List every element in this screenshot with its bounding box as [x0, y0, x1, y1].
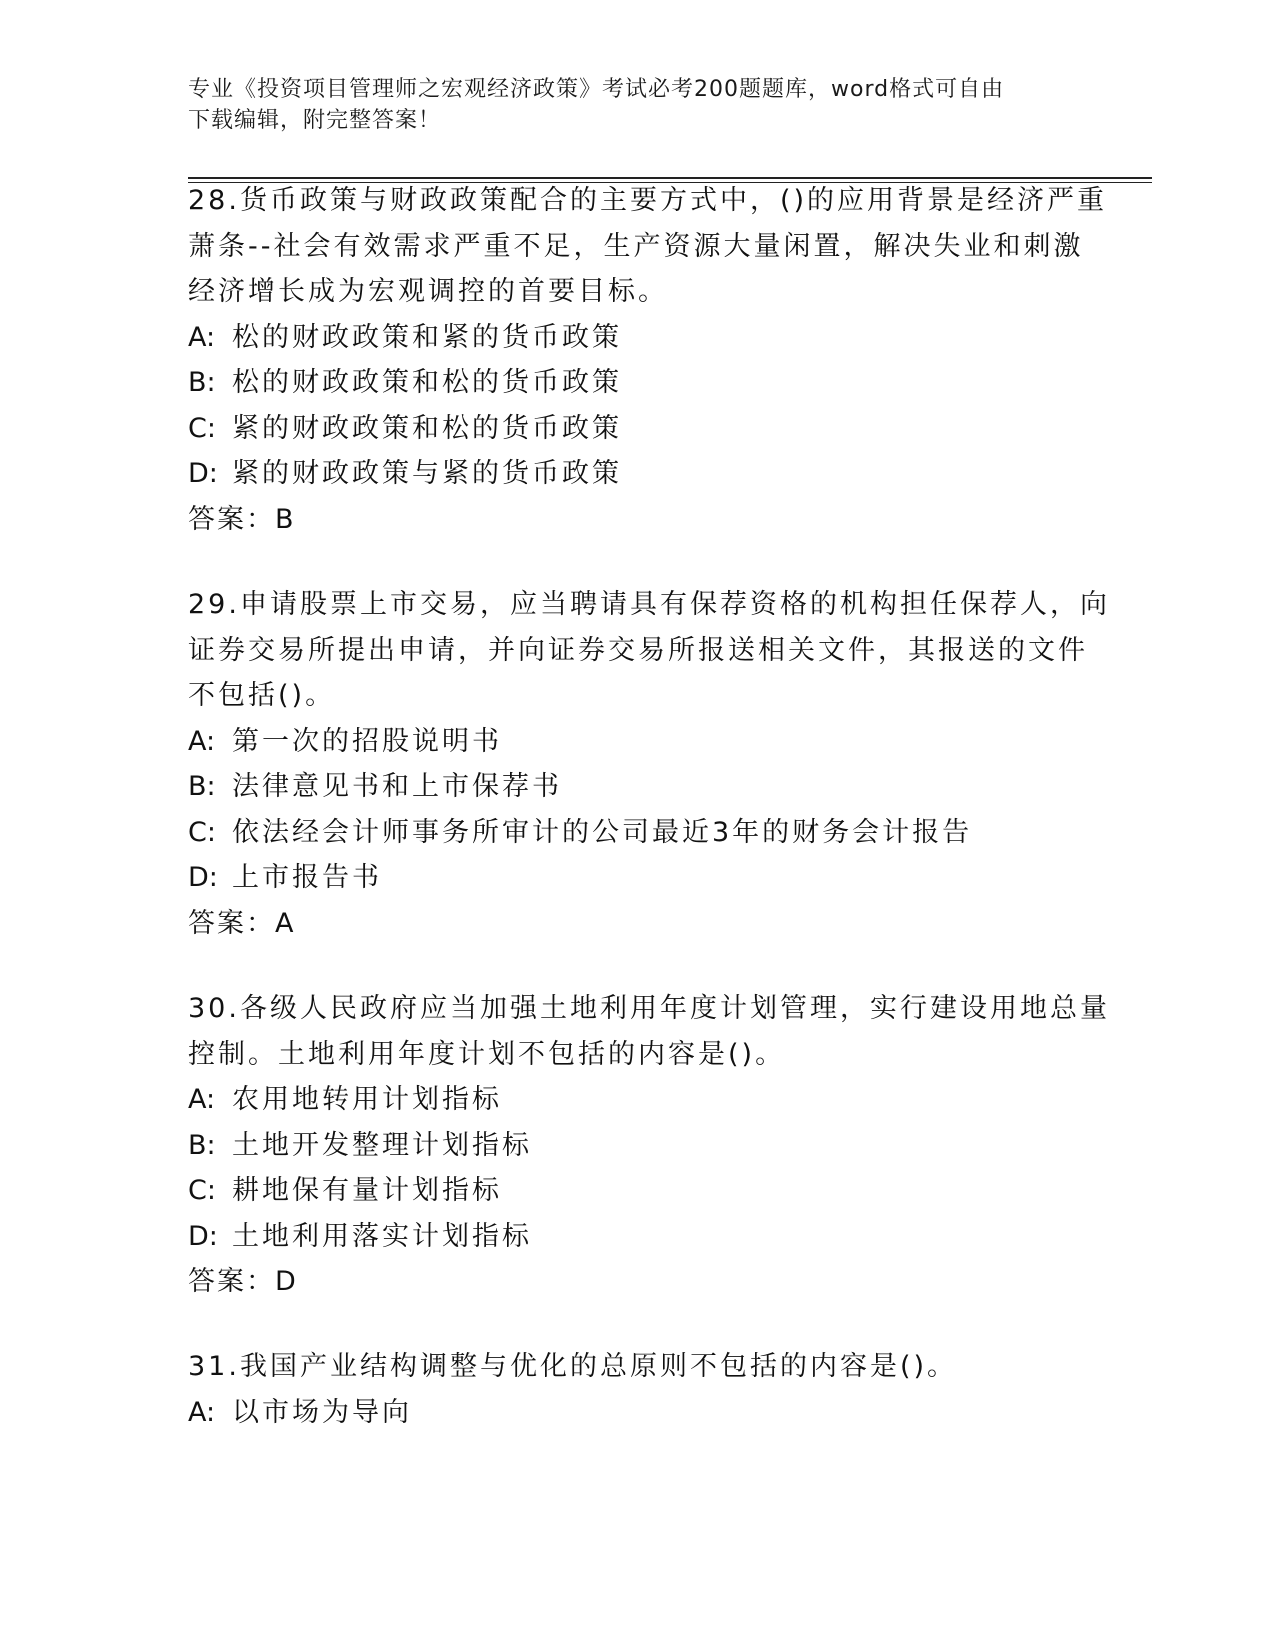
option-a: [188, 1077, 1088, 1123]
option-text: 上市报告书: [232, 862, 382, 893]
question-stem-line: 经济增长成为宏观调控的首要目标。: [188, 276, 668, 307]
option-letter: A:: [188, 321, 216, 353]
option-letter: A:: [188, 725, 216, 757]
option-text: 法律意见书和上市保荐书: [232, 771, 562, 802]
option-text: 土地利用落实计划指标: [232, 1220, 532, 1252]
option-letter: C:: [188, 1175, 216, 1206]
option-c: [188, 810, 1088, 856]
option-text: 土地开发整理计划指标: [232, 1129, 532, 1161]
answer-line: 答案：B: [188, 503, 296, 535]
header-line-2: 下载编辑，附完整答案！: [188, 108, 442, 133]
answer-line: 答案：A: [188, 907, 296, 939]
option-a: [188, 315, 1088, 361]
option-letter: A:: [188, 1396, 216, 1428]
question-stem-line: 控制。土地利用年度计划不包括的内容是()。: [188, 1038, 786, 1070]
option-text: 紧的财政政策和松的货币政策: [232, 412, 622, 444]
answer-line: 答案：D: [188, 1266, 298, 1297]
option-b: [188, 1123, 1088, 1169]
header-line-1: 专业《投资项目管理师之宏观经济政策》考试必考200题题库，word格式可自由: [188, 77, 1005, 102]
option-text: 以市场为导向: [232, 1396, 412, 1428]
option-c: [188, 406, 1088, 452]
option-letter: D:: [188, 1220, 218, 1252]
option-letter: C:: [188, 412, 216, 444]
option-a: [188, 1390, 1088, 1436]
question-29: [188, 582, 1110, 946]
option-b: [188, 764, 1088, 810]
option-text: 耕地保有量计划指标: [232, 1175, 502, 1206]
option-letter: A:: [188, 1084, 216, 1115]
question-28: [188, 178, 1108, 542]
question-stem-line: 28.货币政策与财政政策配合的主要方式中，()的应用背景是经济严重: [188, 185, 1108, 216]
option-text: 第一次的招股说明书: [232, 725, 502, 757]
option-d: [188, 451, 1088, 497]
option-letter: D:: [188, 862, 218, 893]
option-c: [188, 1168, 1088, 1214]
option-letter: B:: [188, 367, 216, 398]
question-30: [188, 986, 1110, 1305]
option-letter: D:: [188, 458, 218, 489]
question-stem-line: 29.申请股票上市交易，应当聘请具有保荐资格的机构担任保荐人，向: [188, 589, 1110, 620]
option-text: 松的财政政策和紧的货币政策: [232, 321, 622, 353]
option-text: 松的财政政策和松的货币政策: [232, 367, 622, 398]
question-31: [188, 1344, 1088, 1435]
question-stem-line: 证券交易所提出申请，并向证券交易所报送相关文件，其报送的文件: [188, 634, 1088, 666]
question-stem-line: 31.我国产业结构调整与优化的总原则不包括的内容是()。: [188, 1351, 958, 1382]
question-stem-line: 不包括()。: [188, 680, 336, 711]
option-letter: B:: [188, 1129, 216, 1161]
option-d: [188, 1214, 1088, 1260]
option-text: 依法经会计师事务所审计的公司最近3年的财务会计报告: [232, 816, 973, 848]
option-text: 紧的财政政策与紧的货币政策: [232, 458, 622, 489]
document-header: [188, 74, 1068, 136]
option-d: [188, 855, 1088, 901]
option-letter: B:: [188, 771, 216, 802]
option-letter: C:: [188, 816, 216, 848]
option-a: [188, 719, 1088, 765]
option-text: 农用地转用计划指标: [232, 1084, 502, 1115]
option-b: [188, 360, 1088, 406]
question-stem-line: 30.各级人民政府应当加强土地利用年度计划管理，实行建设用地总量: [188, 993, 1110, 1024]
question-stem-line: 萧条--社会有效需求严重不足，生产资源大量闲置，解决失业和刺激: [188, 230, 1084, 262]
